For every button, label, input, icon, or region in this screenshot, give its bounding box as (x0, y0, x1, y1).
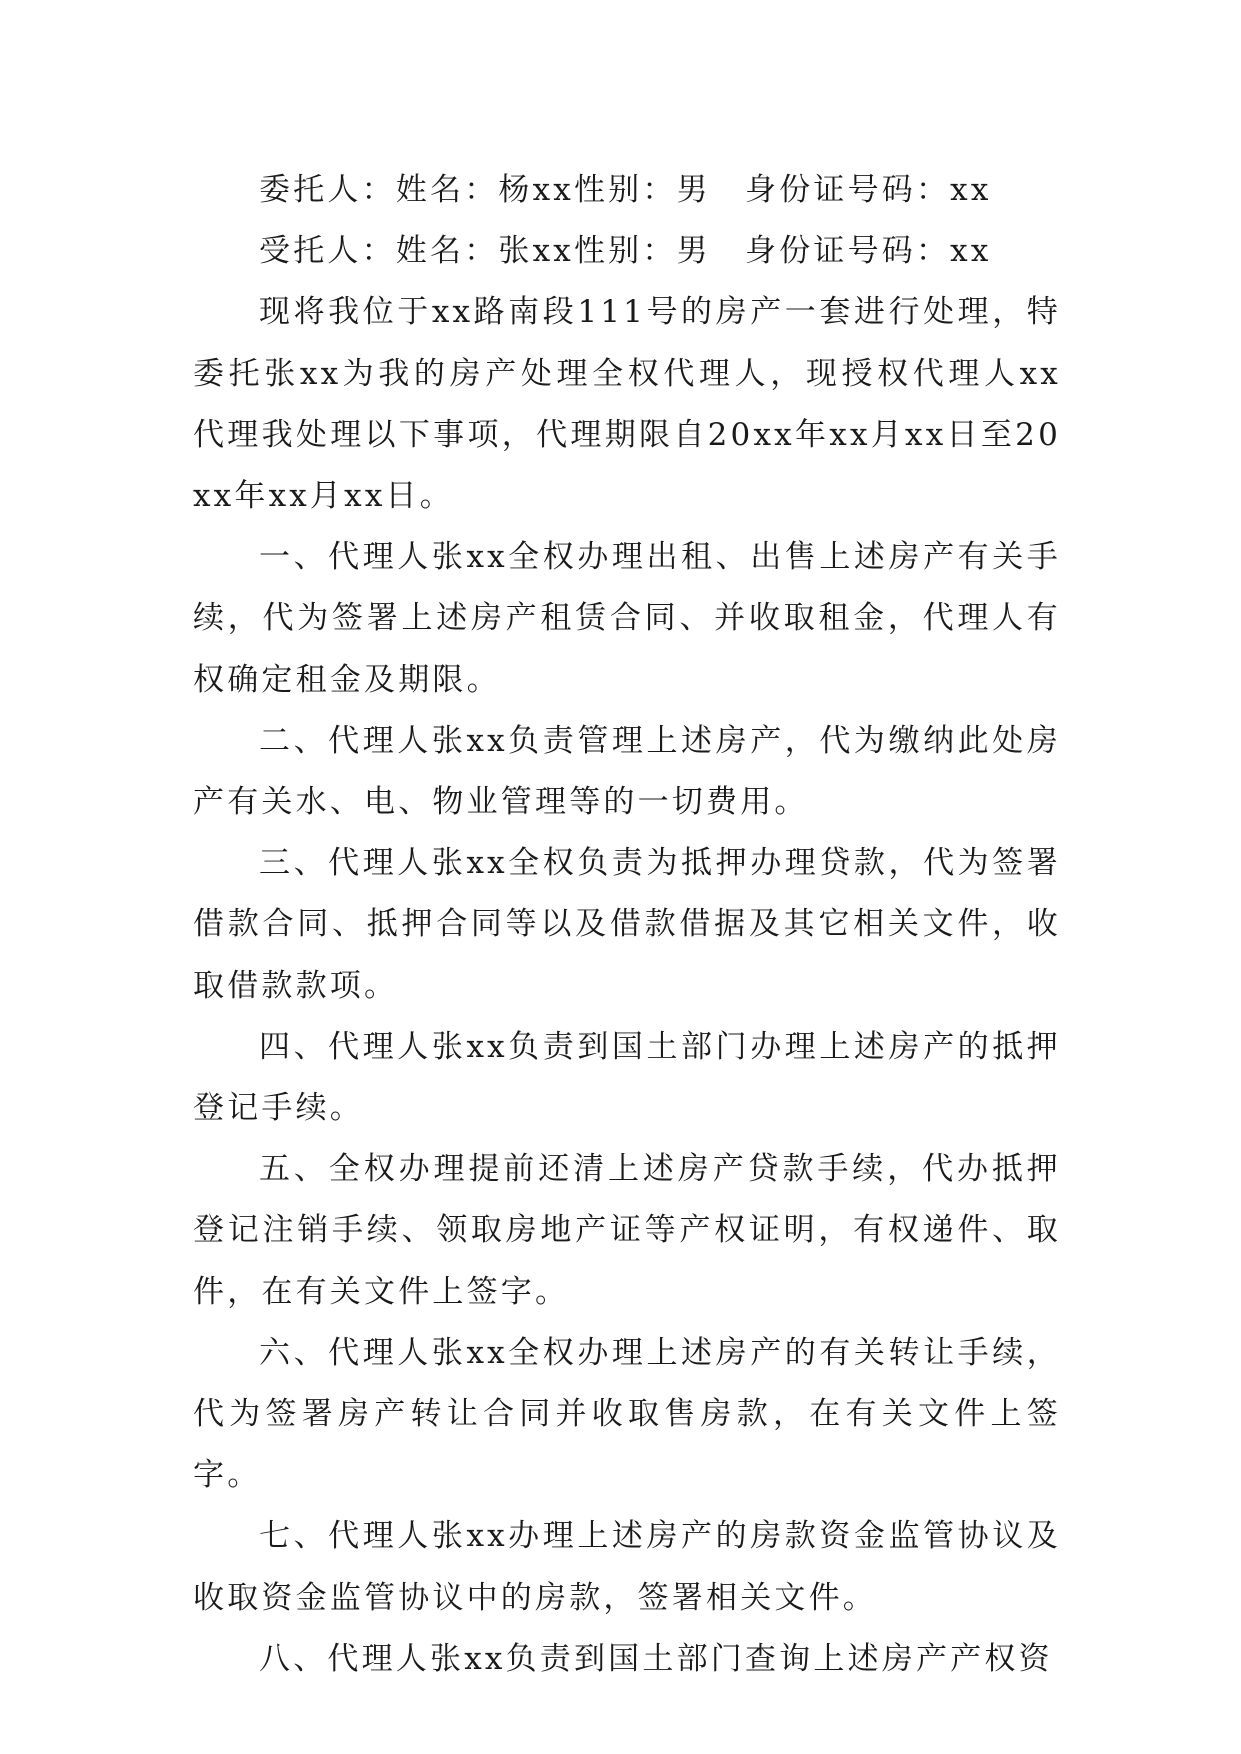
clause-5: 五、全权办理提前还清上述房产贷款手续，代办抵押登记注销手续、领取房地产证等产权证明，有权递件、取件，在有关文件上签字。 (193, 1151, 1061, 1310)
clause-6: 六、代理人张xx全权办理上述房产的有关转让手续，代为签署房产转让合同并收取售房款，在有关文件上签字。 (193, 1334, 1061, 1494)
principal-line: 委托人：姓名：杨xx性别：男 身份证号码：xx (259, 172, 992, 208)
clause-4: 四、代理人张xx负责到国土部门办理上述房产的抵押登记手续。 (193, 1028, 1061, 1127)
agent-line: 受托人：姓名：张xx性别：男 身份证号码：xx (259, 233, 992, 270)
clause-3: 三、代理人张xx全权负责为抵押办理贷款，代为签署借款合同、抵押合同等以及借款借据及其它相关文件，收取借款款项。 (193, 845, 1061, 1004)
clause-8: 八、代理人张xx负责到国土部门查询上述房产产权资 (259, 1640, 1053, 1677)
clause-2: 二、代理人张xx负责管理上述房产，代为缴纳此处房产有关水、电、物业管理等的一切费用。 (193, 722, 1061, 821)
document-body (193, 160, 1061, 1690)
clause-7: 七、代理人张xx办理上述房产的房款资金监管协议及收取资金监管协议中的房款，签署相关文件。 (193, 1518, 1061, 1616)
delegation-paragraph: 现将我位于xx路南段111号的房产一套进行处理，特委托张xx为我的房产处理全权代理人，现授权代理人xx代理我处理以下事项，代理期限自20xx年xx月xx日至20xx年xx月xx日。 (193, 294, 1061, 515)
clause-1: 一、代理人张xx全权办理出租、出售上述房产有关手续，代为签署上述房产租赁合同、并收取租金，代理人有权确定租金及期限。 (193, 539, 1061, 698)
